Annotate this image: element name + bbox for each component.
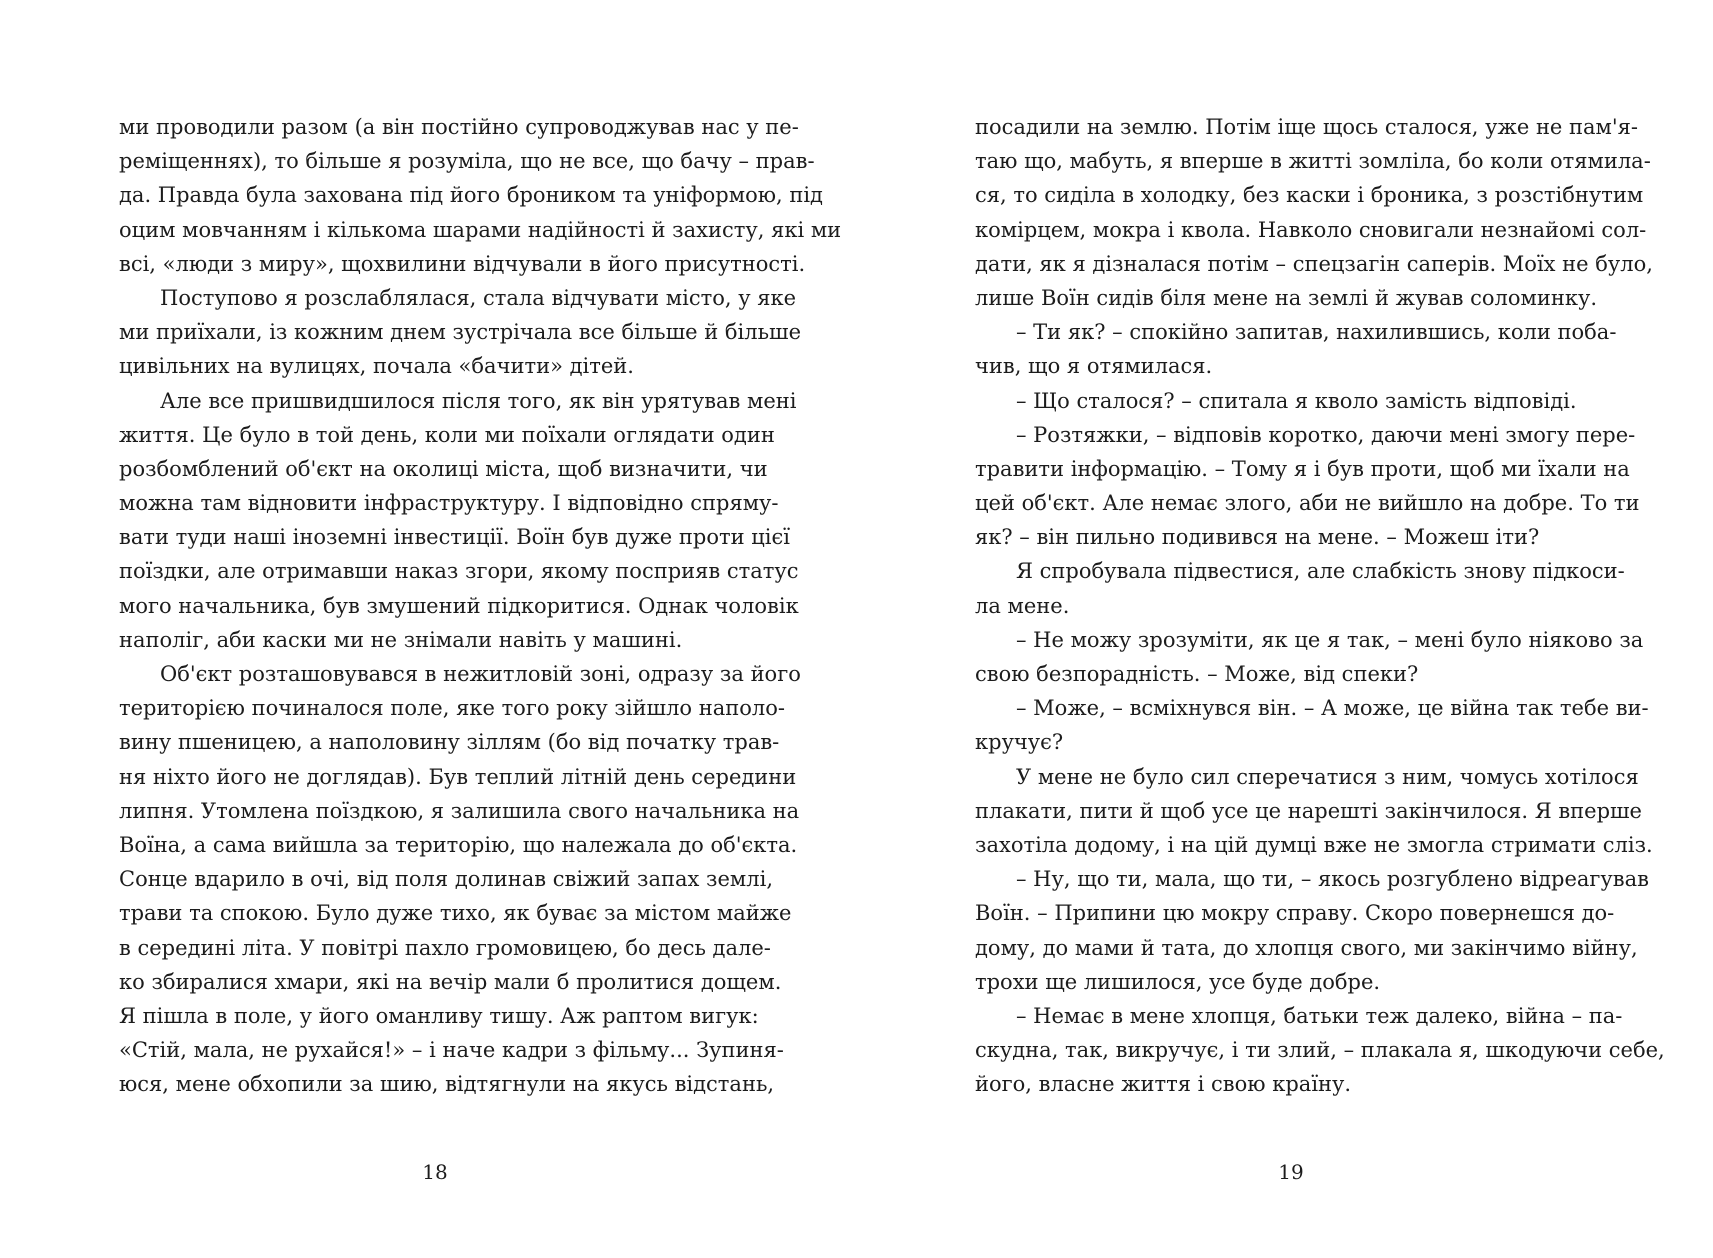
left-page-text: [119, 110, 842, 1101]
text-line: Сонце вдарило в очі, від поля долинав свіжий запах землі,: [119, 867, 773, 892]
text-line: плакати, пити й щоб усе це нарешті закінчилося. Я вперше: [975, 798, 1642, 823]
text-line: Воїна, а сама вийшла за територію, що належала до об'єкта.: [119, 832, 798, 857]
text-line: чив, що я отямилася.: [975, 354, 1213, 379]
text-line: лише Воїн сидів біля мене на землі й жував соломинку.: [975, 285, 1598, 310]
text-line: посадили на землю. Потім іще щось сталося, уже не пам'я-: [975, 115, 1639, 139]
text-line: мого начальника, був змушений підкоритися. Однак чоловік: [119, 593, 799, 618]
text-line: да. Правда була захована під його броником та уніформою, під: [119, 183, 823, 208]
text-line: – Ти як? – спокійно запитав, нахилившись, коли поба-: [1016, 320, 1617, 345]
text-line: – Не можу зрозуміти, як це я так, – мені було ніяково за: [1016, 627, 1644, 652]
text-line: Об'єкт розташовувався в нежитловій зоні, одразу за його: [160, 662, 801, 686]
text-line: вину пшеницею, а наполовину зіллям (бо від початку трав-: [119, 730, 780, 755]
text-line: можна там відновити інфраструктуру. І відповідно спряму-: [119, 491, 779, 516]
text-line: травити інформацію. – Тому я і був проти, щоб ми їхали на: [975, 456, 1630, 481]
right-page-text: [975, 110, 1665, 1101]
text-line: «Стій, мала, не рухайся!» – і наче кадри з фільму... Зупиня-: [119, 1038, 784, 1063]
text-line: розбомблений об'єкт на околиці міста, щоб визначити, чи: [119, 456, 768, 481]
text-line: У мене не було сил сперечатися з ним, чомусь хотілося: [1016, 764, 1639, 789]
text-line: свою безпорадність. – Може, від спеки?: [975, 662, 1419, 686]
text-line: наполіг, аби каски ми не знімали навіть у машині.: [119, 627, 683, 652]
text-line: в середині літа. У повітрі пахло громовицею, бо десь дале-: [119, 935, 771, 960]
text-line: Поступово я розслаблялася, стала відчувати місто, у яке: [160, 285, 797, 310]
text-line: як? – він пильно подивився на мене. – Можеш іти?: [975, 525, 1540, 550]
text-line: цивільних на вулицях, почала «бачити» дітей.: [119, 354, 634, 379]
text-line: – Розтяжки, – відповів коротко, даючи мені змогу пере-: [1016, 422, 1636, 447]
text-line: кручує?: [975, 730, 1064, 755]
text-line: Але все пришвидшилося після того, як він урятував мені: [160, 388, 797, 413]
text-line: трохи ще лишилося, усе буде добре.: [975, 969, 1381, 994]
text-line: ко збиралися хмари, які на вечір мали б пролитися дощем.: [119, 969, 782, 994]
text-line: дому, до мами й тата, до хлопця свого, ми закінчимо війну,: [975, 935, 1638, 960]
page-number-right: 19: [1278, 1160, 1304, 1184]
text-line: вати туди наші іноземні інвестиції. Воїн був дуже проти цієї: [119, 525, 790, 550]
text-line: дати, як я дізналася потім – спецзагін саперів. Моїх не було,: [975, 251, 1653, 276]
text-line: Я пішла в поле, у його оманливу тишу. Аж раптом вигук:: [119, 1003, 759, 1028]
text-line: цей об'єкт. Але немає злого, аби не вийшло на добре. То ти: [975, 491, 1640, 516]
text-line: трави та спокою. Було дуже тихо, як буває за містом майже: [119, 901, 792, 926]
text-line: скудна, так, викручує, і ти злий, – плакала я, шкодуючи себе,: [975, 1038, 1665, 1063]
text-line: Воїн. – Припини цю мокру справу. Скоро повернешся до-: [975, 901, 1615, 926]
text-line: захотіла додому, і на цій думці вже не змогла стримати сліз.: [975, 832, 1653, 857]
page-number-left: 18: [422, 1160, 448, 1184]
text-line: всі, «люди з миру», щохвилини відчували в його присутності.: [119, 251, 806, 276]
text-line: ми приїхали, із кожним днем зустрічала все більше й більше: [119, 320, 801, 345]
text-line: територією починалося поле, яке того року зійшло наполо-: [119, 696, 785, 721]
text-line: – Ну, що ти, мала, що ти, – якось розгублено відреагував: [1016, 867, 1649, 892]
text-line: – Немає в мене хлопця, батьки теж далеко, війна – па-: [1016, 1003, 1623, 1028]
text-line: Я спробувала підвестися, але слабкість знову підкоси-: [1016, 559, 1625, 584]
text-line: – Що сталося? – спитала я кволо замість відповіді.: [1016, 388, 1577, 413]
text-line: життя. Це було в той день, коли ми поїхали оглядати один: [119, 422, 775, 447]
text-line: оцим мовчанням і кількома шарами надійності й захисту, які ми: [119, 217, 842, 242]
text-line: ся, то сиділа в холодку, без каски і броника, з розстібнутим: [975, 183, 1644, 208]
text-line: ми проводили разом (а він постійно супроводжував нас у пе-: [119, 115, 799, 139]
text-line: його, власне життя і свою країну.: [975, 1072, 1352, 1097]
text-line: комірцем, мокра і квола. Навколо сновигали незнайомі сол-: [975, 217, 1647, 242]
text-line: липня. Утомлена поїздкою, я залишила свого начальника на: [119, 798, 800, 823]
text-line: юся, мене обхопили за шию, відтягнули на якусь відстань,: [119, 1072, 775, 1097]
text-line: ня ніхто його не доглядав). Був теплий літній день середини: [119, 764, 797, 789]
text-line: таю що, мабуть, я вперше в житті зомліла, бо коли отямила-: [975, 149, 1651, 174]
text-line: реміщеннях), то більше я розуміла, що не все, що бачу – прав-: [119, 149, 815, 174]
text-line: поїздки, але отримавши наказ згори, якому посприяв статус: [119, 559, 799, 584]
text-line: ла мене.: [975, 593, 1070, 618]
text-line: – Може, – всміхнувся він. – А може, це війна так тебе ви-: [1016, 696, 1649, 721]
